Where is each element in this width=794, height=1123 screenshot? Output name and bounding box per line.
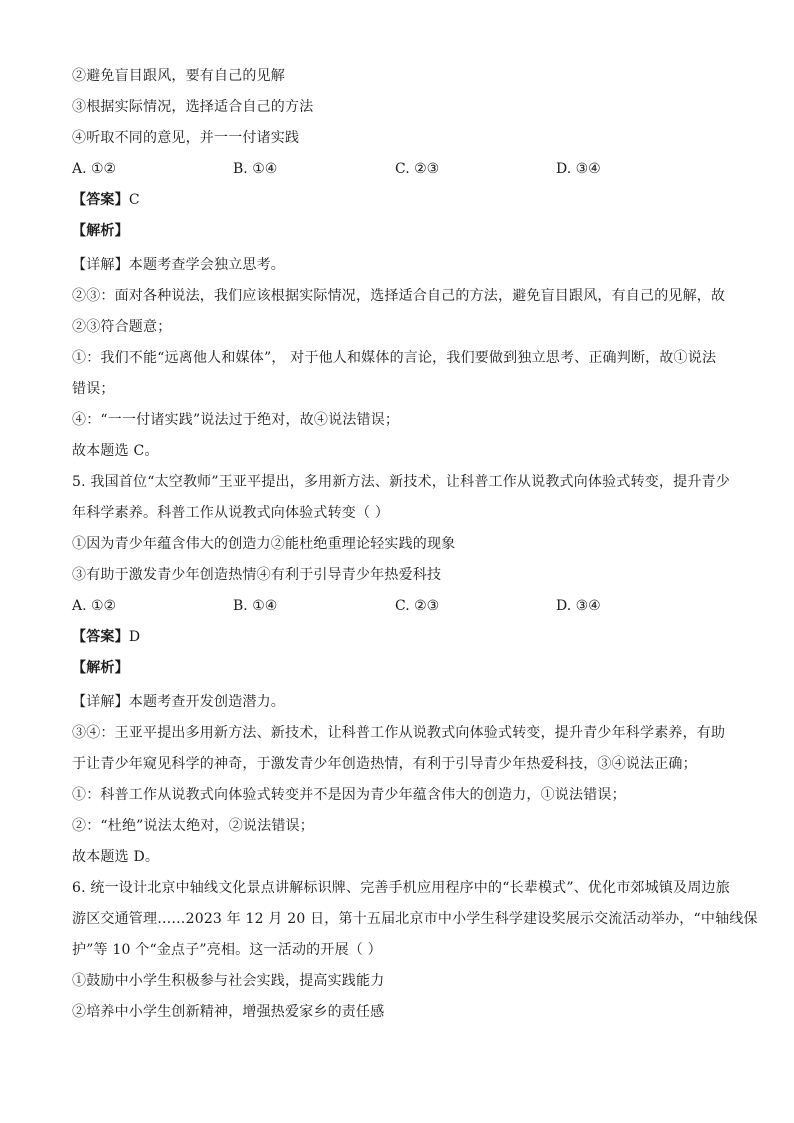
- q5-conclusion: 故本题选 D。: [72, 849, 160, 865]
- q5-statements-1-2: ①因为青少年蕴含伟大的创造力②能杜绝重理论轻实践的现象: [72, 536, 456, 552]
- q4-answer: [72, 190, 732, 210]
- q4-statement-4: ④听取不同的意见，并一一付诸实践: [72, 130, 300, 146]
- q5-detail: 【详解】本题考查开发创造潜力。: [72, 694, 285, 710]
- q4-explanation-1b: ②③符合题意；: [72, 319, 172, 335]
- q5-explanation-1b: 于让青少年窥见科学的神奇，于激发青少年创造热情，有利于引导青少年热爱科技，③④说法正确；: [72, 756, 697, 772]
- q6-statement-2: ②培养中小学生创新精神，增强热爱家乡的责任感: [72, 1004, 385, 1020]
- q5-statements-3-4: ③有助于激发青少年创造热情④有利于引导青少年热爱科技: [72, 567, 442, 583]
- q5-analysis-label: 【解析】: [72, 660, 129, 676]
- q4-option-a: A. ①②: [72, 161, 117, 177]
- answer-label: 【答案】: [72, 192, 129, 208]
- q4-explanation-3: ④：“一一付诸实践”说法过于绝对，故④说法错误；: [72, 412, 400, 428]
- q6-stem-b: 游区交通管理……2023 年 12 月 20 日，第十五届北京市中小学生科学建设奖展示交流活动举办，“中轴线保: [72, 911, 758, 927]
- answer-value: C: [128, 192, 140, 208]
- q4-option-c: C. ②③: [395, 161, 440, 177]
- q6-stem-c: 护”等 10 个“金点子”亮相。这一活动的开展（ ）: [72, 942, 382, 958]
- q5-stem-a: 5. 我国首位“太空教师”王亚平提出，多用新方法、新技术，让科普工作从说教式向体验式转变，提升青少: [72, 474, 730, 490]
- q4-detail: 【详解】本题考查学会独立思考。: [72, 257, 285, 273]
- q4-option-b: B. ①④: [233, 161, 278, 177]
- q5-stem-b: 年科学素养。科普工作从说教式向体验式转变（ ）: [72, 505, 390, 521]
- q6-statement-1: ①鼓励中小学生积极参与社会实践，提高实践能力: [72, 973, 385, 989]
- q5-option-a: A. ①②: [72, 598, 117, 614]
- q5-explanation-3: ②：“杜绝”说法太绝对，②说法错误；: [72, 818, 314, 834]
- q5-explanation-1a: ③④：王亚平提出多用新方法、新技术，让科普工作从说教式向体验式转变，提升青少年科学素养，有助: [72, 725, 726, 741]
- q4-explanation-1a: ②③：面对各种说法，我们应该根据实际情况，选择适合自己的方法，避免盲目跟风，有自己的见解，故: [72, 288, 726, 304]
- q5-option-d: D. ③④: [556, 598, 601, 614]
- answer-label: 【答案】: [72, 629, 129, 645]
- q4-statement-2: ②避免盲目跟风，要有自己的见解: [72, 68, 285, 84]
- q4-explanation-2a: ①：我们不能“远离他人和媒体”， 对于他人和媒体的言论，我们要做到独立思考、正确判断，故①说法: [72, 350, 717, 366]
- q6-stem-a: 6. 统一设计北京中轴线文化景点讲解标识牌、完善手机应用程序中的“长辈模式”、优化市郊城镇及周边旅: [72, 880, 730, 896]
- q5-answer: [72, 627, 732, 647]
- q4-explanation-2b: 错误；: [72, 381, 115, 397]
- answer-value: D: [128, 629, 141, 645]
- q5-option-c: C. ②③: [395, 598, 440, 614]
- q4-conclusion: 故本题选 C。: [72, 443, 159, 459]
- q4-statement-3: ③根据实际情况，选择适合自己的方法: [72, 99, 314, 115]
- q4-analysis-label: 【解析】: [72, 223, 129, 239]
- q4-option-d: D. ③④: [556, 161, 601, 177]
- q5-option-b: B. ①④: [233, 598, 278, 614]
- q5-explanation-2: ①：科普工作从说教式向体验式转变并不是因为青少年蕴含伟大的创造力，①说法错误；: [72, 787, 626, 803]
